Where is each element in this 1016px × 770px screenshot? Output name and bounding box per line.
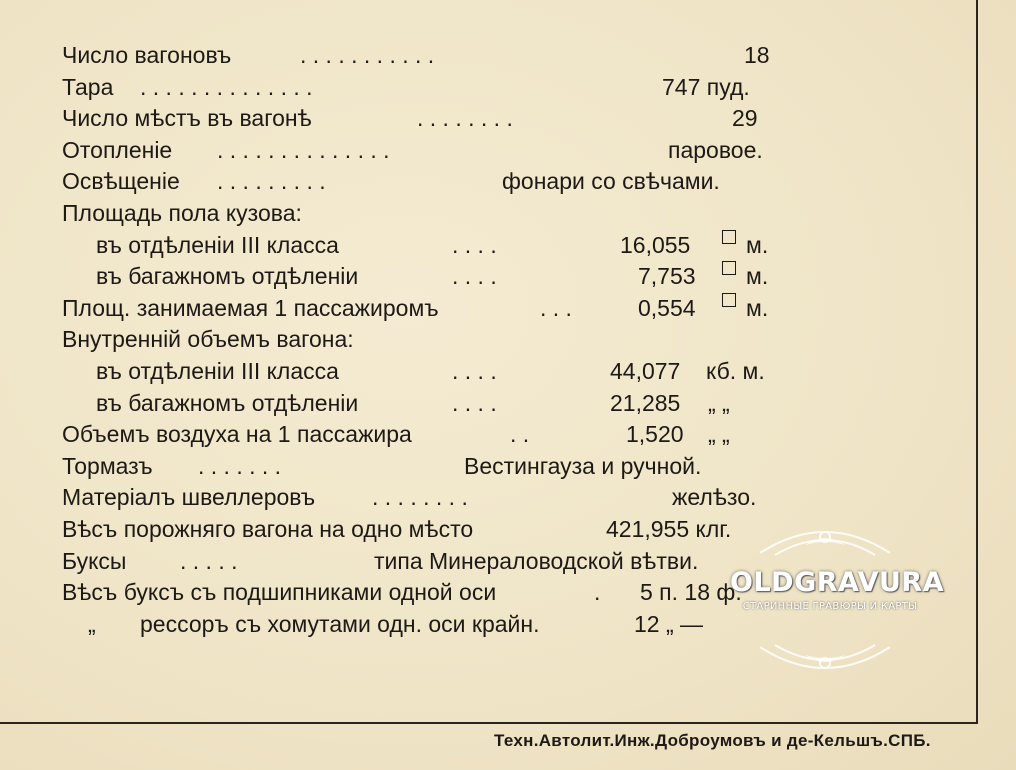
row-unit: м.	[746, 231, 769, 258]
row-label: Тара	[62, 73, 114, 100]
row-axle-boxes	[62, 546, 782, 578]
specifications-table	[62, 40, 782, 640]
leader-dots: . . . . . . . . . . .	[300, 42, 435, 68]
leader-dots: . . . . . . . . . . . . . .	[217, 136, 390, 163]
row-label: Матеріалъ швеллеровъ	[62, 484, 316, 511]
row-label: Буксы	[62, 547, 127, 574]
row-unit: „ „	[708, 421, 730, 448]
row-label: въ отдѣленіи III класса	[96, 357, 339, 384]
row-value: паровое.	[668, 136, 763, 163]
leader-dots: . . . . . . . .	[417, 105, 513, 132]
row-heading: Площадь пола кузова:	[62, 199, 302, 226]
row-label: Объемъ воздуха на 1 пассажира	[62, 421, 412, 448]
row-value: 29	[732, 105, 758, 132]
row-volume-baggage	[62, 388, 782, 420]
row-lighting	[62, 166, 782, 198]
row-tare	[62, 72, 782, 104]
row-label: Вѣсъ порожняго вагона на одно мѣсто	[62, 515, 474, 542]
row-unit: м.	[746, 263, 769, 290]
row-value: фонари со свѣчами.	[502, 168, 720, 195]
leader-dots: .	[594, 579, 601, 606]
watermark-subtitle: СТАРИННЫЕ ГРАВЮРЫ И КАРТЫ	[742, 601, 918, 612]
row-heading: Внутренній объемъ вагона:	[62, 326, 354, 353]
row-area-per-passenger	[62, 293, 782, 325]
row-value: 12 „ —	[634, 610, 704, 637]
watermark-logo	[720, 515, 945, 685]
row-label: Тормазъ	[62, 452, 153, 479]
printer-imprint: Техн.Автолит.Инж.Доброумовъ и де-Кельшъ.СПБ.	[494, 731, 931, 750]
row-label: въ багажномъ отдѣленіи	[96, 263, 359, 290]
watermark-ornament-icon	[720, 515, 945, 685]
ditto-mark: „	[88, 610, 96, 637]
row-volume-heading	[62, 324, 782, 356]
row-label: Освѣщеніе	[62, 168, 180, 195]
row-value: 5 п. 18 ф.	[640, 579, 742, 606]
leader-dots: . . . . . . . . . . . . . .	[140, 73, 313, 100]
leader-dots: . . . .	[452, 357, 497, 384]
row-value: Вестингауза и ручной.	[464, 452, 702, 479]
row-label: въ багажномъ отдѣленіи	[96, 389, 359, 416]
row-springs-weight	[62, 609, 782, 641]
row-volume-class3	[62, 356, 782, 388]
row-label: Площ. занимаемая 1 пассажиромъ	[62, 294, 439, 321]
row-label: въ отдѣленіи III класса	[96, 231, 339, 258]
row-value: 7,753	[638, 263, 696, 290]
row-heating	[62, 135, 782, 167]
row-label: Вѣсъ буксъ съ подшипниками одной оси	[62, 579, 497, 606]
row-floor-area-class3	[62, 230, 782, 262]
leader-dots: . . . . .	[180, 547, 238, 574]
leader-dots: . . . . . . . .	[372, 484, 468, 511]
row-unit: „ „	[708, 389, 730, 416]
row-unit: кб. м.	[706, 357, 765, 384]
row-unit: м.	[746, 294, 769, 321]
row-value: 0,554	[638, 294, 696, 321]
row-floor-area-heading	[62, 198, 782, 230]
row-wagon-count	[62, 40, 782, 72]
row-value: 747 пуд.	[662, 73, 750, 100]
row-axle-box-weight	[62, 577, 782, 609]
row-value: желѣзо.	[672, 484, 757, 511]
row-value: типа Минераловодской вѣтви.	[374, 547, 699, 574]
leader-dots: . . . .	[452, 263, 497, 290]
leader-dots: . . .	[540, 294, 572, 321]
row-air-volume	[62, 419, 782, 451]
row-label: Число вагоновъ	[62, 42, 232, 68]
row-value: 44,077	[610, 357, 681, 384]
row-empty-weight	[62, 514, 782, 546]
leader-dots: . . . .	[452, 231, 497, 258]
row-value: 1,520	[626, 421, 684, 448]
row-label: рессоръ съ хомутами одн. оси крайн.	[140, 610, 540, 637]
row-value: 18	[744, 42, 770, 68]
watermark-title: OLDGRAVURA	[730, 567, 945, 598]
leader-dots: . . . . . . .	[198, 452, 282, 479]
leader-dots: . .	[510, 421, 530, 448]
row-value: 421,955 клг.	[606, 515, 732, 542]
row-brake	[62, 451, 782, 483]
row-value: 16,055	[620, 231, 691, 258]
row-label: Отопленіе	[62, 136, 173, 163]
leader-dots: . . . .	[452, 389, 497, 416]
row-label: Число мѣстъ въ вагонѣ	[62, 105, 312, 132]
row-value: 21,285	[610, 389, 681, 416]
row-floor-area-baggage	[62, 261, 782, 293]
leader-dots: . . . . . . . . .	[217, 168, 326, 195]
row-channel-material	[62, 482, 782, 514]
row-seats	[62, 103, 782, 135]
